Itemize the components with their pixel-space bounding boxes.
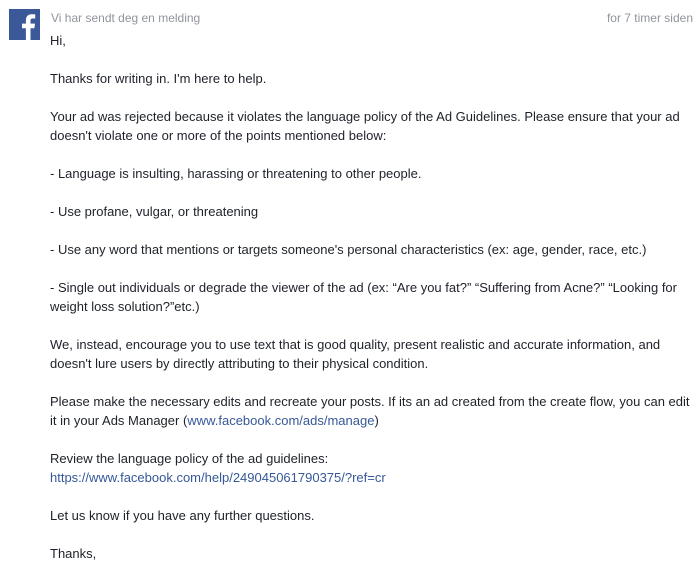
facebook-logo-icon (9, 9, 40, 40)
message-timestamp: for 7 timer siden (606, 11, 693, 25)
edit-instruction-text: Please make the necessary edits and recreate your posts. If its an ad created from the create flow, you can edit it in your Ads Manager ( (50, 394, 690, 428)
review-policy-text: Review the language policy of the ad guidelines: (50, 451, 329, 466)
questions-paragraph: Let us know if you have any further questions. (50, 508, 315, 523)
message-body (50, 31, 695, 582)
facebook-f-icon (9, 9, 40, 40)
edit-instruction-paragraph (50, 392, 695, 430)
encouragement-paragraph: We, instead, encourage you to use text that is good quality, present realistic and accurate information, and doesn't lure users by directly attributing to their physical condition. (50, 337, 661, 371)
closing-text: Thanks, (50, 546, 97, 561)
intro-paragraph: Thanks for writing in. I'm here to help. (50, 71, 267, 86)
policy-link[interactable]: https://www.facebook.com/help/249045061790375/?ref=cr (50, 470, 386, 485)
rejection-reason-paragraph: Your ad was rejected because it violates the language policy of the Ad Guidelines. Please ensure that your ad doesn't violate one or more of the points mentioned below: (50, 109, 680, 143)
policy-point: - Use profane, vulgar, or threatening (50, 204, 259, 219)
ads-manager-link[interactable]: www.facebook.com/ads/manage (187, 413, 375, 428)
policy-point: - Language is insulting, harassing or threatening to other people. (50, 166, 422, 181)
policy-point: - Single out individuals or degrade the viewer of the ad (ex: “Are you fat?” “Suffering from Acne?” “Looking for weight loss solution?”etc.) (50, 280, 677, 314)
greeting: Hi, (50, 33, 66, 48)
review-policy-paragraph (50, 449, 695, 487)
edit-instruction-suffix: ) (374, 413, 379, 428)
policy-point: - Use any word that mentions or targets someone's personal characteristics (ex: age, gender, race, etc.) (50, 242, 647, 257)
notification-sender-text: Vi har sendt deg en melding (51, 11, 201, 25)
